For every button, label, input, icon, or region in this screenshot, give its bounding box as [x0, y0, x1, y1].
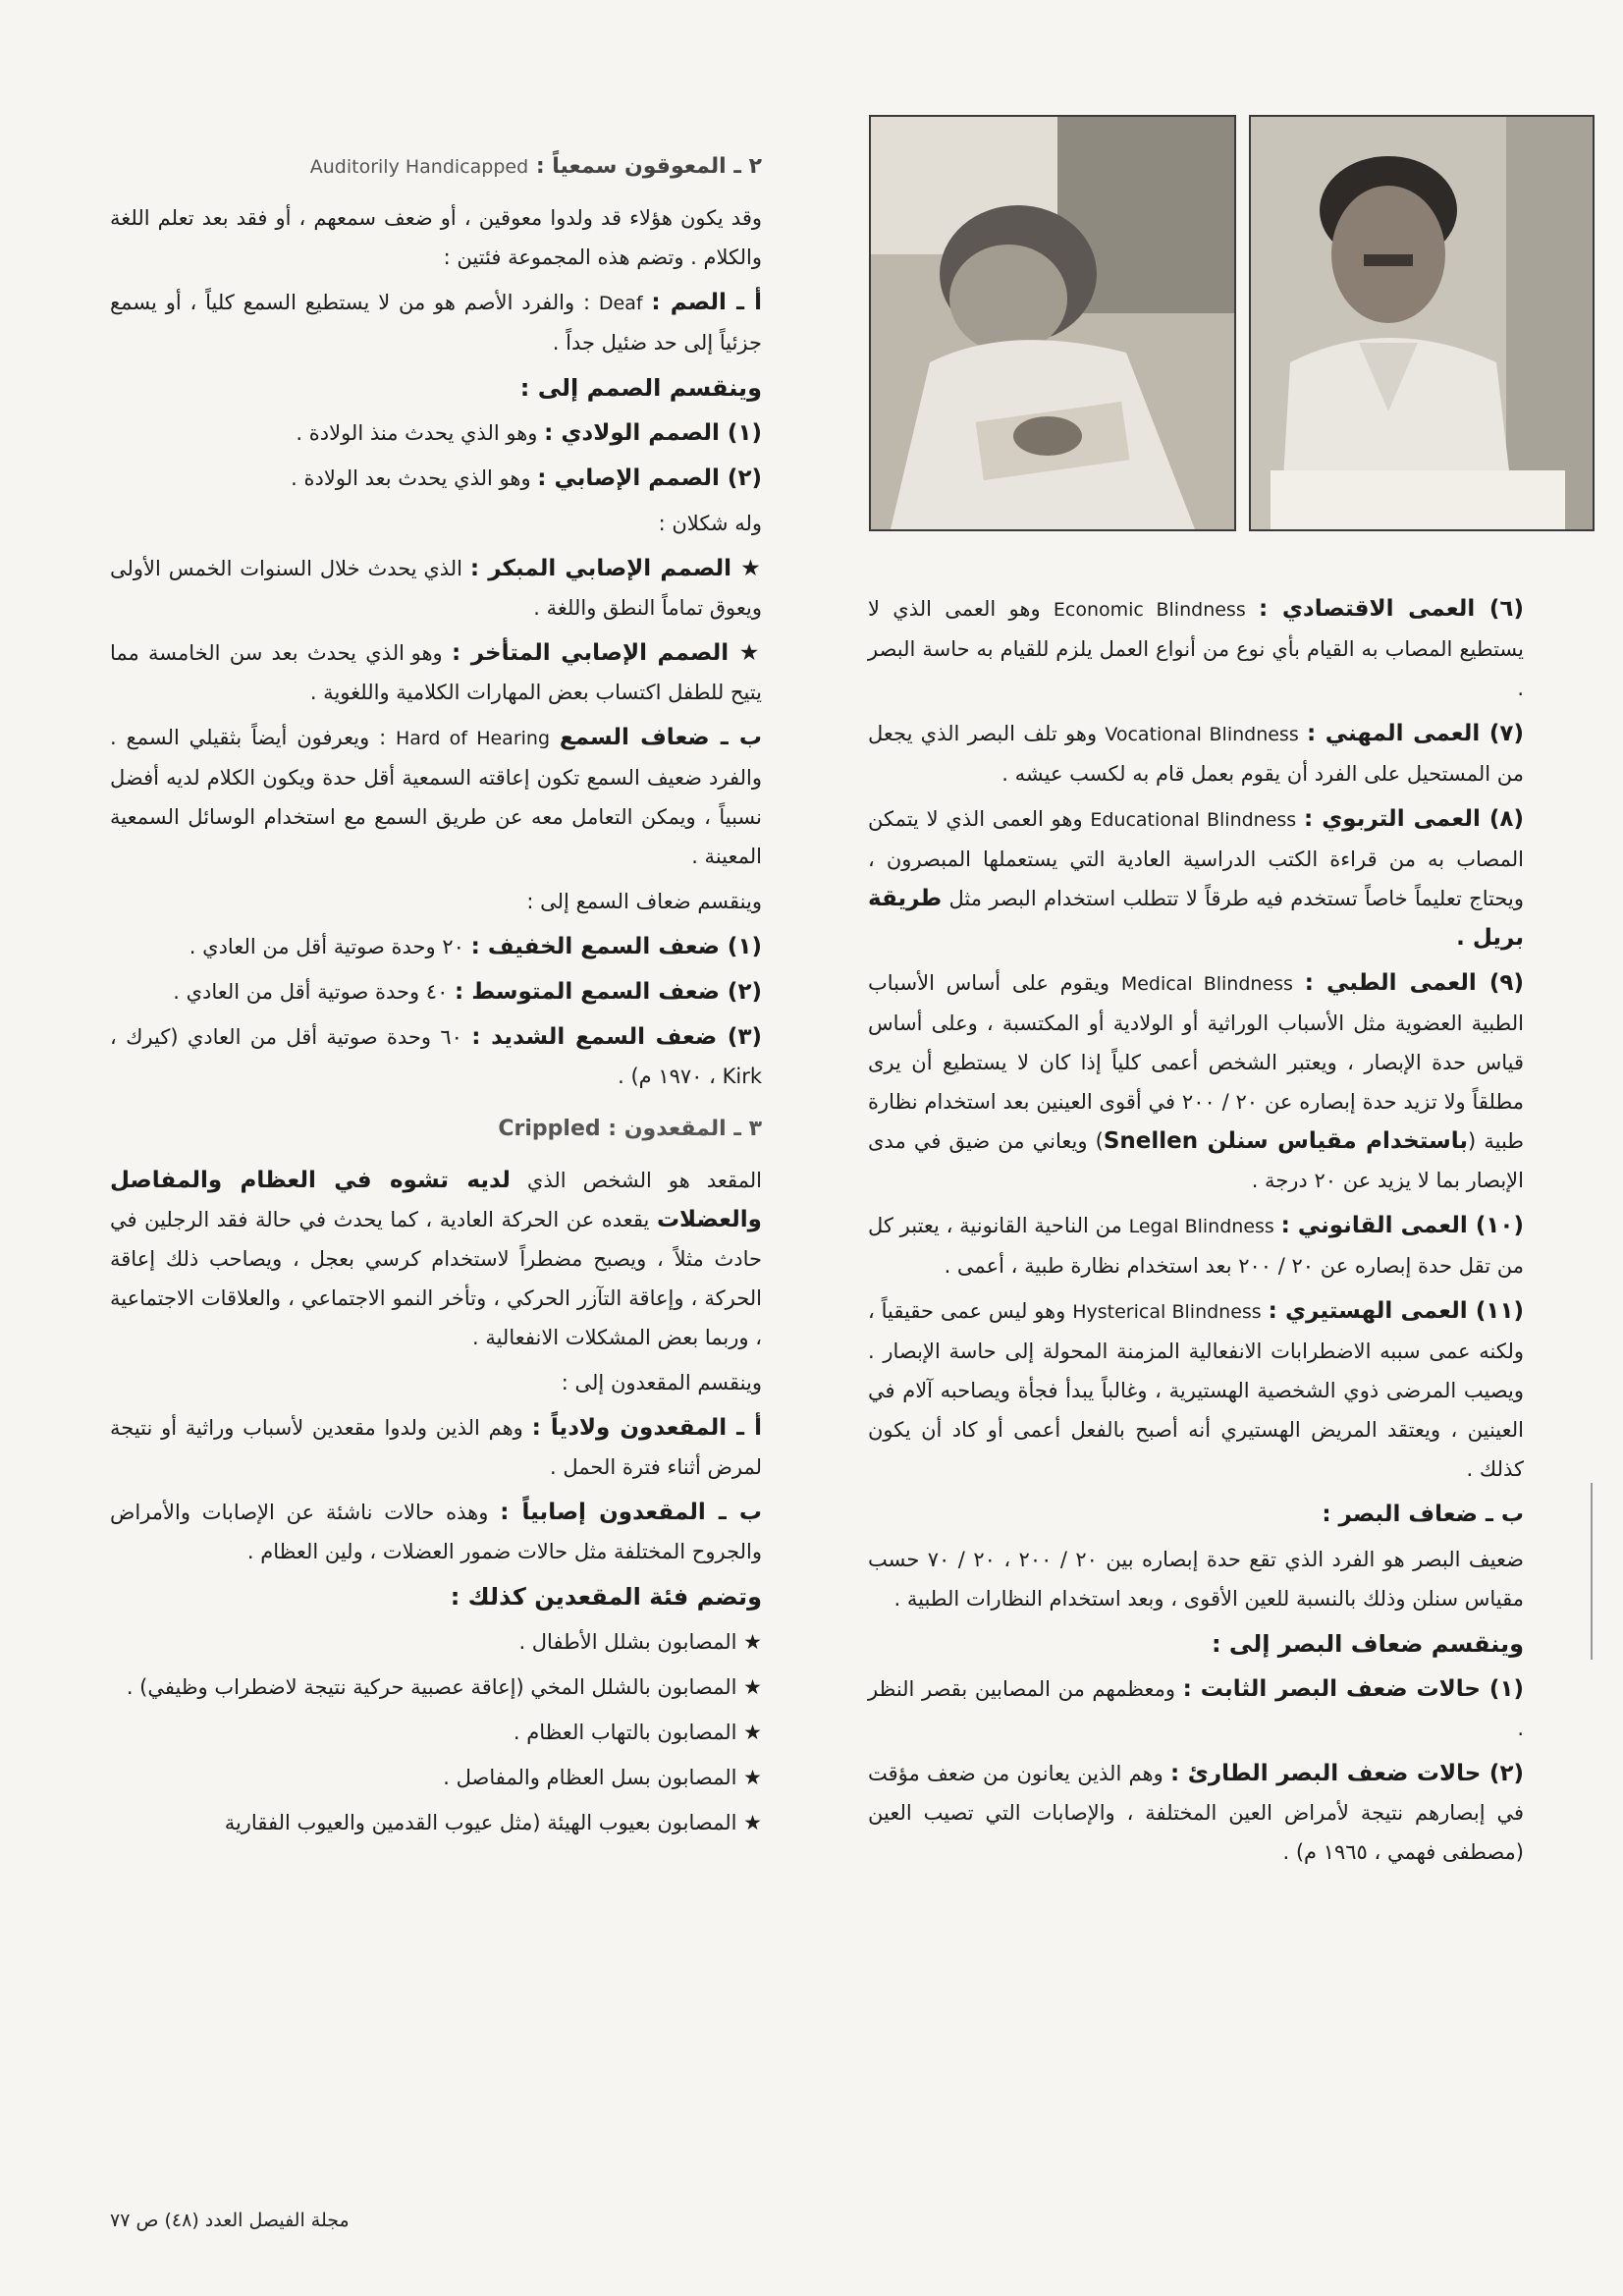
- crippled-title-en: Crippled: [498, 1117, 601, 1141]
- item-hoh-2: [110, 972, 762, 1011]
- bullet-item: ★ المصابون بالشلل المخي (إعاقة عصبية حركية نتيجة لاضطراب وظيفي) .: [126, 1675, 762, 1699]
- paragraph-deaf: [110, 283, 762, 362]
- heading-low-vision-division: وينقسم ضعاف البصر إلى :: [1211, 1630, 1524, 1658]
- item-hoh-3: [110, 1017, 762, 1096]
- text-crippled-division: وينقسم المقعدون إلى :: [561, 1371, 762, 1394]
- item-crippled-a: [110, 1408, 762, 1487]
- term-severe: (٣) ضعف السمع الشديد :: [471, 1024, 762, 1050]
- term-crippled-acquired: ب ـ المقعدون إصابياً :: [500, 1500, 762, 1525]
- text-severe: ٦٠ وحدة صوتية أقل من العادي (كيرك ، Kirk ، ١٩٧٠ م) .: [110, 1025, 762, 1088]
- term-moderate: (٢) ضعف السمع المتوسط :: [455, 979, 762, 1005]
- term-acquired: (٢) الصمم الإصابي :: [537, 465, 762, 491]
- text-legal: من الناحية القانونية ، يعتبر كل من تقل حدة إبصاره عن ٢٠ / ٢٠٠ بعد استخدام نظارة طبية ، أعمى .: [868, 1214, 1524, 1278]
- title-en: Auditorily Handicapped: [309, 156, 529, 178]
- term-economic: (٦) العمى الاقتصادي :: [1259, 596, 1524, 622]
- item-late: [110, 633, 762, 712]
- text-hoh: : ويعرفون أيضاً بثقيلي السمع . والفرد ضعيف السمع تكون إعاقته السمعية أقل حدة ويكون الكلام لديه أفضل نسبياً ، ويمكن التعامل معه عن طريق السمع مع استخدام الوسائل السمعية المعينة .: [110, 726, 762, 868]
- item-hoh-1: [110, 927, 762, 966]
- item-crippled-b: [110, 1493, 762, 1571]
- text-hoh-division: وينقسم ضعاف السمع إلى :: [526, 890, 762, 913]
- text-educational: وهو العمى الذي لا يتمكن المصاب به من قراءة الكتب الدراسية العادية التي يستعملها المبصرون ، ويحتاج تعليماً خاصاً تستخدم فيه طرقاً لا تتطلب استخدام البصر مثل: [868, 807, 1524, 910]
- term-economic-en: Economic Blindness: [1053, 599, 1246, 621]
- heading-deaf-division: وينقسم الصمم إلى :: [519, 374, 762, 402]
- bullet-item: ★ المصابون بشلل الأطفال .: [518, 1630, 762, 1654]
- text-stable-low-vision: ومعظمهم من المصابين بقصر النظر .: [868, 1677, 1524, 1740]
- term-hysterical-en: Hysterical Blindness: [1072, 1301, 1262, 1323]
- photo-man-at-desk: [1249, 115, 1595, 531]
- text-braille: طريقة بريل .: [868, 886, 1524, 951]
- item-medical-blindness: [868, 963, 1524, 1200]
- text-snellen: باستخدام مقياس سنلن Snellen: [1103, 1128, 1469, 1154]
- title-ar: ٢ ـ المعوقون سمعياً :: [535, 154, 762, 179]
- text-medical-b: ) ويعاني من ضيق في مدى الإبصار بما لا يزيد عن ٢٠ درجة .: [868, 1129, 1524, 1192]
- text-medical-a: ويقوم على أساس الأسباب الطبية العضوية مثل الأسباب الوراثية أو الولادية أو المكتسبة ، وعلى أساس قياس حدة الإبصار ، ويعتبر الشخص أعمى كلياً إذا كان لا يستطيع أن يرى مطلقاً ولا تزيد حدة إبصاره عن ٢٠ / ٢٠٠ في أقوى العينين بعد استخدام نظارة طبية (: [868, 971, 1524, 1153]
- text-acquired: وهو الذي يحدث بعد الولادة .: [291, 466, 531, 490]
- item-legal-blindness: [868, 1206, 1524, 1285]
- term-hoh-en: Hard of Hearing: [396, 728, 551, 749]
- text-crippled-acquired: وهذه حالات ناشئة عن الإصابات والأمراض والجروح المختلفة مثل حالات ضمور العضلات ، ولين العظام .: [110, 1501, 762, 1563]
- item-deaf-2: [110, 459, 762, 498]
- photo-student-writing: [869, 115, 1236, 531]
- term-educational-en: Educational Blindness: [1090, 809, 1297, 831]
- item-vocational-blindness: [868, 714, 1524, 793]
- item-early: [110, 549, 762, 628]
- paragraph-crippled: [110, 1161, 762, 1357]
- item-economic-blindness: [868, 589, 1524, 708]
- term-early: ★ الصمم الإصابي المبكر :: [469, 556, 762, 581]
- text-crippled-congenital: وهم الذين ولدوا مقعدين لأسباب وراثية أو نتيجة لمرض أثناء فترة الحمل .: [110, 1416, 762, 1479]
- crippled-text-a: المقعد هو الشخص الذي: [526, 1169, 762, 1192]
- page-footer: مجلة الفيصل العدد (٤٨) ص ٧٧: [110, 2210, 350, 2231]
- bullet-item: ★ المصابون بالتهاب العظام .: [513, 1721, 762, 1744]
- text-moderate: ٤٠ وحدة صوتية أقل من العادي .: [173, 980, 449, 1004]
- section-title-auditory: [110, 147, 762, 187]
- term-crippled-congenital: أ ـ المقعدون ولادياً :: [531, 1415, 762, 1441]
- term-educational: (٨) العمى التربوي :: [1303, 806, 1524, 832]
- text-early: الذي يحدث خلال السنوات الخمس الأولى ويعوق تماماً النطق واللغة .: [110, 557, 762, 620]
- term-deaf: أ ـ الصم :: [651, 290, 762, 315]
- crippled-text-c: يقعده عن الحركة العادية ، كما يحدث في حالة فقد الرجلين في حادث مثلاً ، ويصبح مضطراً لاستخدام كرسي بعجل ، ويصاحب ذلك إعاقة الحركة ، وإعاقة التآزر الحركي ، وتأخر النمو الاجتماعي ، والعلاقات الاجتماعية ، وربما بعض المشكلات الانفعالية .: [110, 1208, 762, 1349]
- text-mild: ٢٠ وحدة صوتية أقل من العادي .: [189, 935, 464, 958]
- item-educational-blindness: [868, 799, 1524, 957]
- text-temporary-low-vision: وهم الذين يعانون من ضعف مؤقت في إبصارهم نتيجة لأمراض العين المختلفة ، والإصابات التي تصيب العين (مصطفى فهمي ، ١٩٦٥ م) .: [868, 1762, 1524, 1864]
- term-medical: (٩) العمى الطبي :: [1304, 970, 1524, 996]
- term-temporary-low-vision: (٢) حالات ضعف البصر الطارئ :: [1169, 1761, 1524, 1786]
- term-vocational-en: Vocational Blindness: [1105, 724, 1299, 745]
- item-low-vision-1: [868, 1669, 1524, 1748]
- text-hysterical: وهو ليس عمى حقيقياً ، ولكنه عمى سببه الاضطرابات الانفعالية المزمنة المحولة إلى حاسة الإبصار . ويصيب المرضى ذوي الشخصية الهستيرية ، وغالباً يبدأ فجأة ويصاحبه آلام في العينين ، ويعتقد المريض الهستيري أنه أصبح بالفعل أعمى أو كاد أن يكون كذلك .: [868, 1299, 1524, 1481]
- term-deaf-en: Deaf: [598, 293, 643, 314]
- text-deaf: : والفرد الأصم هو من لا يستطيع السمع كلياً ، أو يسمع جزئياً إلى حد ضئيل جداً .: [110, 291, 762, 355]
- item-low-vision-2: [868, 1754, 1524, 1872]
- term-mild: (١) ضعف السمع الخفيف :: [470, 934, 762, 959]
- text-vocational: وهو تلف البصر الذي يجعل من المستحيل على الفرد أن يقوم بعمل قام به لكسب عيشه .: [868, 722, 1524, 786]
- bullet-item: ★ المصابون بعيوب الهيئة (مثل عيوب القدمين والعيوب الفقارية: [224, 1811, 762, 1834]
- paragraph-low-vision: ضعيف البصر هو الفرد الذي تقع حدة إبصاره بين ٢٠ / ٢٠٠ ، ٢٠ / ٧٠ حسب مقياس سنلن وذلك بالنسبة للعين الأقوى ، وبعد استخدام النظارات الطبية .: [868, 1548, 1524, 1611]
- left-column: [110, 147, 762, 1848]
- heading-low-vision: ب ـ ضعاف البصر :: [1322, 1502, 1524, 1527]
- text-forms: وله شكلان :: [658, 512, 762, 535]
- term-late: ★ الصمم الإصابي المتأخر :: [451, 640, 762, 666]
- term-stable-low-vision: (١) حالات ضعف البصر الثابت :: [1182, 1676, 1524, 1702]
- margin-rule: [1591, 1483, 1593, 1660]
- term-vocational: (٧) العمى المهني :: [1306, 721, 1524, 746]
- text-economic: وهو العمى الذي لا يستطيع المصاب به القيام بأي نوع من أنواع العمل يلزم للقيام به حاسة البصر .: [868, 597, 1524, 700]
- term-congenital: (١) الصمم الولادي :: [544, 420, 762, 446]
- item-deaf-1: [110, 413, 762, 453]
- term-hysterical: (١١) العمى الهستيري :: [1268, 1298, 1524, 1324]
- bullet-item: ★ المصابون بسل العظام والمفاصل .: [443, 1766, 762, 1789]
- crippled-title-ar: ٣ ـ المقعدون :: [608, 1117, 762, 1141]
- term-medical-en: Medical Blindness: [1120, 973, 1293, 995]
- item-hysterical-blindness: [868, 1291, 1524, 1489]
- paragraph-intro: وقد يكون هؤلاء قد ولدوا معوقين ، أو ضعف سمعهم ، أو فقد بعد تعلم اللغة والكلام . وتضم هذه المجموعة فئتين :: [110, 206, 762, 269]
- text-congenital: وهو الذي يحدث منذ الولادة .: [296, 421, 538, 445]
- term-hoh: ب ـ ضعاف السمع: [559, 725, 762, 750]
- right-column: [868, 589, 1524, 1878]
- paragraph-hoh: [110, 718, 762, 876]
- section-title-crippled: [110, 1110, 762, 1149]
- heading-crippled-also: وتضم فئة المقعدين كذلك :: [450, 1583, 762, 1611]
- crippled-text-bold: لديه تشوه في العظام والمفاصل والعضلات: [110, 1168, 762, 1232]
- term-legal: (١٠) العمى القانوني :: [1280, 1213, 1524, 1238]
- term-legal-en: Legal Blindness: [1128, 1216, 1274, 1237]
- text-late: وهو الذي يحدث بعد سن الخامسة مما يتيح للطفل اكتساب بعض المهارات الكلامية واللغوية .: [110, 641, 762, 704]
